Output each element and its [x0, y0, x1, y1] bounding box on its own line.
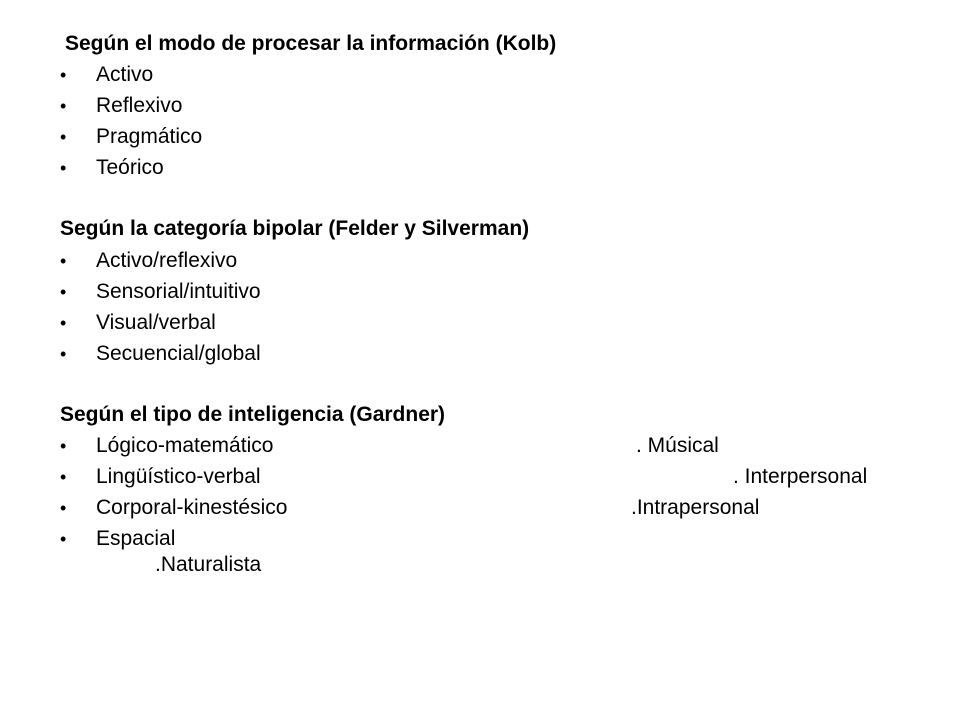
list-item-secuencial-global: Secuencial/global [96, 342, 261, 365]
list-item-reflexivo: Reflexivo [96, 94, 183, 117]
list-item-naturalista: .Naturalista [155, 553, 262, 576]
list-item-teorico: Teórico [96, 156, 164, 179]
bullet-icon: • [60, 344, 67, 364]
list-item-pragmatico: Pragmático [96, 125, 203, 148]
list-item-activo-reflexivo: Activo/reflexivo [96, 249, 238, 272]
bullet-icon: • [60, 467, 67, 487]
bullet-icon: • [60, 498, 67, 518]
list-item-musical: . Músical [636, 434, 719, 457]
list-item-activo: Activo [96, 63, 154, 86]
bullet-icon: • [60, 529, 67, 549]
list-item-linguistico-verbal: Lingüístico-verbal [96, 465, 261, 488]
list-item-espacial: Espacial [96, 527, 176, 550]
list-item-intrapersonal: .Intrapersonal [631, 496, 760, 519]
list-item-interpersonal: . Interpersonal [733, 465, 868, 488]
bullet-icon: • [60, 96, 67, 116]
section-heading-kolb: Según el modo de procesar la información (Kolb) [65, 32, 557, 55]
bullet-icon: • [60, 282, 67, 302]
list-item-logico-matematico: Lógico-matemático [96, 434, 274, 457]
bullet-icon: • [60, 158, 67, 178]
list-item-visual-verbal: Visual/verbal [96, 311, 216, 334]
list-item-sensorial-intuitivo: Sensorial/intuitivo [96, 280, 261, 303]
bullet-icon: • [60, 251, 67, 271]
list-item-corporal-kinestesico: Corporal-kinestésico [96, 496, 288, 519]
bullet-icon: • [60, 436, 67, 456]
bullet-icon: • [60, 313, 67, 333]
section-heading-felder: Según la categoría bipolar (Felder y Silverman) [60, 217, 530, 240]
bullet-icon: • [60, 65, 67, 85]
section-heading-gardner: Según el tipo de inteligencia (Gardner) [60, 403, 446, 426]
bullet-icon: • [60, 127, 67, 147]
